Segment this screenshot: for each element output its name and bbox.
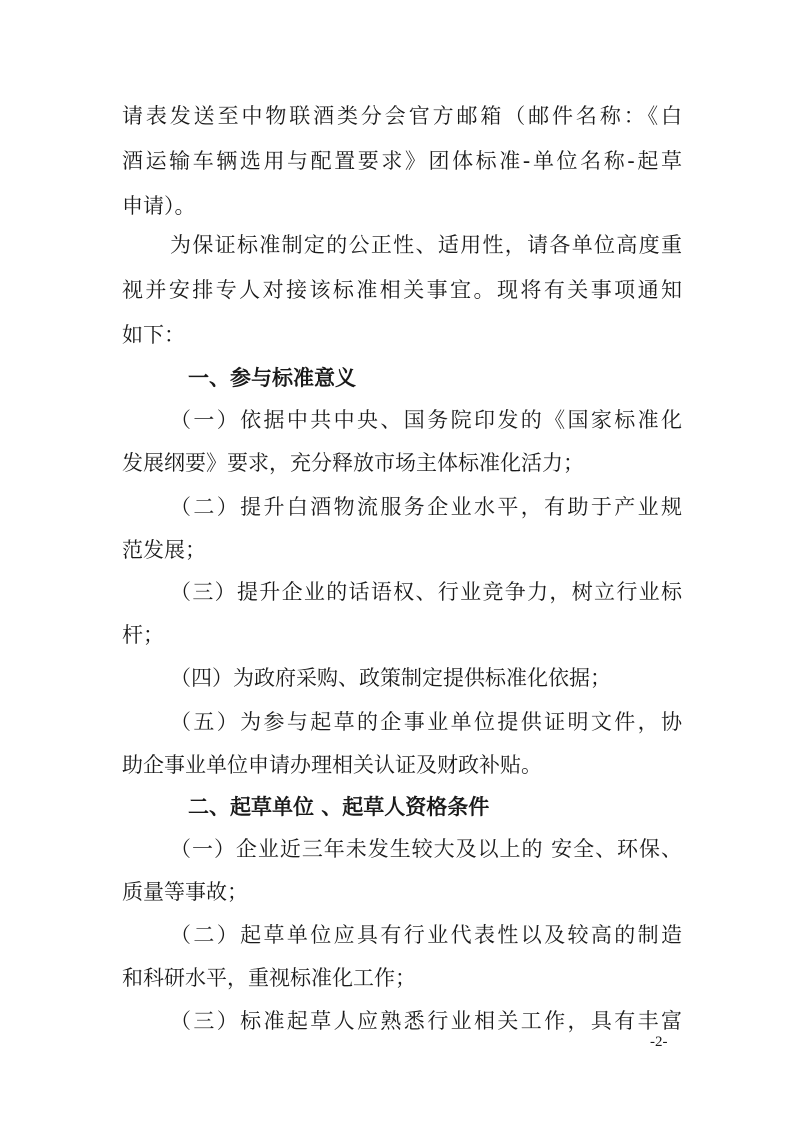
section-heading-1: 一、参与标准意义 [188, 366, 356, 390]
paragraph-start: 为保证标准制定的公正性、适用性，请各单位高度重 [170, 233, 682, 257]
list-item-start: （二）起草单位应具有行业代表性以及较高的制造 [170, 923, 682, 947]
text-line: 视并安排专人对接该标准相关事宜。现将有关事项通知 [122, 278, 682, 302]
text-line: 酒运输车辆选用与配置要求》团体标准-单位名称-起草 [122, 149, 682, 173]
list-item-start: （一）依据中共中央、国务院印发的《国家标准化 [170, 408, 682, 432]
text-line: 范发展； [122, 538, 206, 562]
list-item-start: （二）提升白酒物流服务企业水平，有助于产业规 [170, 495, 682, 519]
list-item-start: （四）为政府采购、政策制定提供标准化依据； [170, 666, 611, 690]
page-number: -2- [650, 1034, 668, 1050]
text-line: 助企事业单位申请办理相关认证及财政补贴。 [122, 753, 542, 777]
list-item-start: （三）提升企业的话语权、行业竞争力，树立行业标 [170, 580, 682, 604]
list-item-start: （一）企业近三年未发生较大及以上的 安全、环保、 [170, 837, 682, 861]
text-line: 质量等事故； [122, 880, 248, 904]
text-line: 申请）。 [122, 194, 196, 218]
list-item-start: （三）标准起草人应熟悉行业相关工作，具有丰富 [170, 1009, 682, 1033]
text-line: 杆； [122, 623, 164, 647]
section-heading-2: 二、起草单位 、起草人资格条件 [188, 795, 490, 819]
text-line: 如下： [122, 323, 185, 347]
text-line: 请表发送至中物联酒类分会官方邮箱（邮件名称：《白 [122, 104, 682, 128]
text-line: 发展纲要》要求，充分释放市场主体标准化活力； [122, 451, 584, 475]
list-item-start: （五）为参与起草的企事业单位提供证明文件，协 [170, 710, 682, 734]
text-line: 和科研水平，重视标准化工作； [122, 966, 416, 990]
